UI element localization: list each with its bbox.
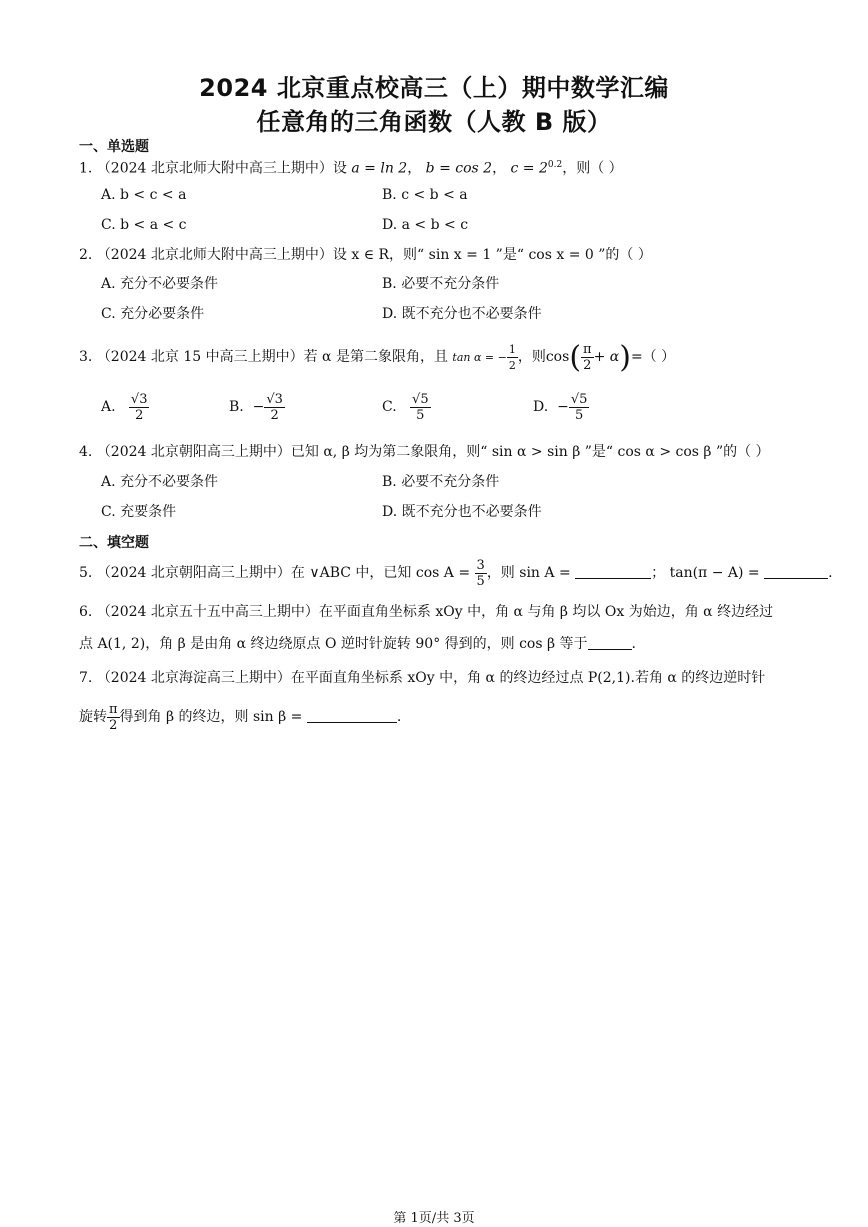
q4-option-a: A. 充分不必要条件 [101, 474, 219, 490]
question-1: 1. （2024 北京北师大附中高三上期中）设 a = ln 2， b = cos 2， $c = 2^{0.2}$，则（ ） [79, 160, 623, 177]
q2-option-a: A. 充分不必要条件 [101, 276, 219, 292]
q4-option-b: B. 必要不充分条件 [382, 474, 500, 490]
q3-option-d: D. − $\frac{√5}{5}$ [533, 391, 588, 423]
q7-fraction: $\frac{\pi}{2}$ [109, 701, 118, 733]
q4-option-d: D. 既不充分也不必要条件 [382, 504, 542, 520]
section-heading-single-choice: 一、单选题 [79, 139, 149, 155]
q5-answer-blank-2[interactable] [764, 564, 828, 579]
q6-answer-blank[interactable] [588, 635, 632, 650]
q3-tan-fraction: $\frac{1}{2}$ [508, 342, 516, 372]
q2-option-c: C. 充分必要条件 [101, 306, 205, 322]
question-7-line1: 7. （2024 北京海淀高三上期中）在平面直角坐标系 xOy 中，角 α 的终边经过点 P(2,1).若角 α 的终边逆时针 [79, 670, 766, 686]
question-6-line2: 点 A(1, 2)，角 β 是由角 α 终边绕原点 O 逆时针旋转 90° 得到的，则 cos β 等于 . [79, 636, 636, 652]
q3-option-b: B. − $\frac{√3}{2}$ [229, 391, 283, 423]
q2-option-b: B. 必要不充分条件 [382, 276, 500, 292]
q3-option-a: A. $\frac{√3}{2}$ [101, 391, 148, 423]
question-7-line2: 旋转 $\frac{\pi}{2}$ 得到角 β 的终边，则 sin β = . [79, 701, 402, 733]
page-footer: 第 1页/共 3页 [393, 1211, 475, 1226]
document-title-line2: 任意角的三角函数（人教 B 版） [256, 108, 612, 136]
q1-option-b: B. c < b < a [382, 187, 468, 203]
q3-pi-fraction: $\frac{\pi}{2}$ [583, 341, 592, 373]
q5-fraction: $\frac{3}{5}$ [476, 557, 485, 589]
q1-option-d: D. a < b < c [382, 217, 469, 233]
q2-option-d: D. 既不充分也不必要条件 [382, 306, 542, 322]
q4-option-c: C. 充要条件 [101, 504, 177, 520]
q1-option-c: C. b < a < c [101, 217, 187, 233]
question-5: 5. （2024 北京朝阳高三上期中）在 ∨ABC 中，已知 cos A = $\frac{3}{5}$ ，则 sin A = ； tan(π − A) = . [79, 557, 833, 589]
document-title-line1: 2024 北京重点校高三（上）期中数学汇编 [199, 74, 669, 102]
question-3: 3. （2024 北京 15 中高三上期中）若 α 是第二象限角，且 tan α = − $\frac{1}{2}$ ，则cos( $\frac{\pi}{2}$ + α)=（ ） [79, 340, 676, 375]
question-6-line1: 6. （2024 北京五十五中高三上期中）在平面直角坐标系 xOy 中，角 α 与角 β 均以 Ox 为始边，角 α 终边经过 [79, 604, 774, 620]
q3-option-c: C. $\frac{√5}{5}$ [382, 391, 429, 423]
q7-answer-blank[interactable] [307, 708, 397, 723]
q5-answer-blank-1[interactable] [575, 564, 651, 579]
section-heading-fill-in: 二、填空题 [79, 535, 149, 551]
question-2: 2. （2024 北京北师大附中高三上期中）设 x ∈ R，则“ sin x = 1 ”是“ cos x = 0 ”的（ ） [79, 247, 652, 263]
q1-option-a: A. b < c < a [101, 187, 187, 203]
question-4: 4. （2024 北京朝阳高三上期中）已知 α, β 均为第二象限角，则“ sin α > sin β ”是“ cos α > cos β ”的（ ） [79, 444, 770, 460]
